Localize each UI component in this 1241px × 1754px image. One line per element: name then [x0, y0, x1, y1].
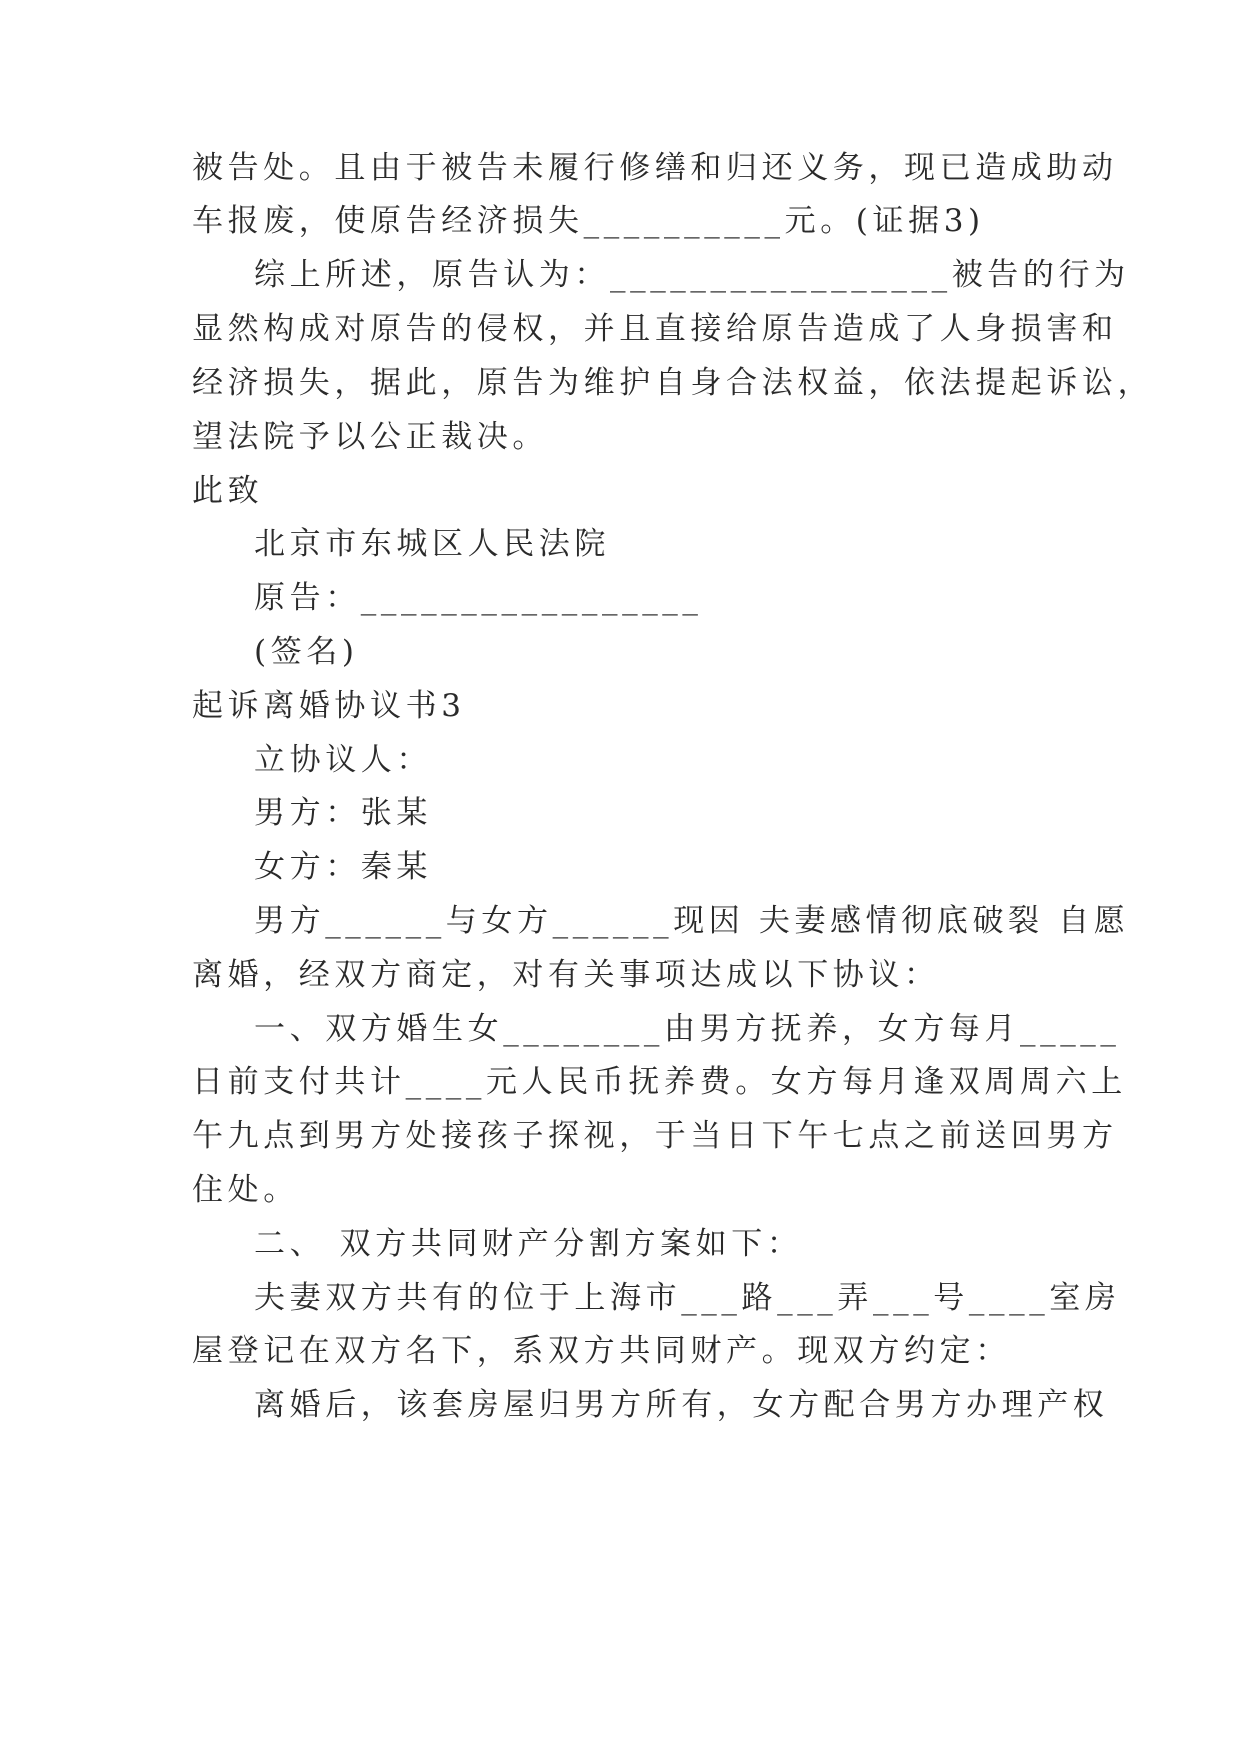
- text-line: 离婚后，该套房屋归男方所有，女方配合男方办理产权: [254, 1387, 1109, 1423]
- text-line: 住处。: [192, 1172, 299, 1208]
- text-line: 综上所述，原告认为：_________________被告的行为: [254, 257, 1130, 293]
- text-line: 午九点到男方处接孩子探视，于当日下午七点之前送回男方: [192, 1118, 1118, 1154]
- text-line: 男方______与女方______现因 夫妻感情彻底破裂 自愿: [254, 903, 1130, 939]
- text-line: 屋登记在双方名下，系双方共同财产。现双方约定：: [192, 1333, 1011, 1369]
- text-line: 女方：秦某: [254, 849, 432, 885]
- text-line: 二、 双方共同财产分割方案如下：: [254, 1226, 803, 1262]
- text-line: 车报废，使原告经济损失__________元。(证据3): [192, 203, 985, 239]
- plaintiff-field: 原告：_________________: [254, 580, 703, 616]
- text-line: 望法院予以公正裁决。: [192, 419, 548, 455]
- text-line: 立协议人：: [254, 742, 432, 778]
- text-line: 被告处。且由于被告未履行修缮和归还义务，现已造成助动: [192, 150, 1118, 186]
- text-line: 一、双方婚生女________由男方抚养，女方每月_____: [254, 1011, 1121, 1047]
- text-line: 日前支付共计____元人民币抚养费。女方每月逢双周周六上: [192, 1064, 1127, 1100]
- section-title: 起诉离婚协议书3: [192, 688, 466, 724]
- text-line: 显然构成对原告的侵权，并且直接给原告造成了人身损害和: [192, 311, 1118, 347]
- court-name: 北京市东城区人民法院: [254, 526, 610, 562]
- text-line: 经济损失，据此，原告为维护自身合法权益，依法提起诉讼，: [192, 365, 1154, 401]
- text-line: 离婚，经双方商定，对有关事项达成以下协议：: [192, 957, 940, 993]
- text-line: 夫妻双方共有的位于上海市___路___弄___号____室房: [254, 1280, 1121, 1316]
- text-line: 男方：张某: [254, 795, 432, 831]
- signature-label: (签名): [254, 634, 359, 670]
- salutation: 此致: [192, 473, 264, 509]
